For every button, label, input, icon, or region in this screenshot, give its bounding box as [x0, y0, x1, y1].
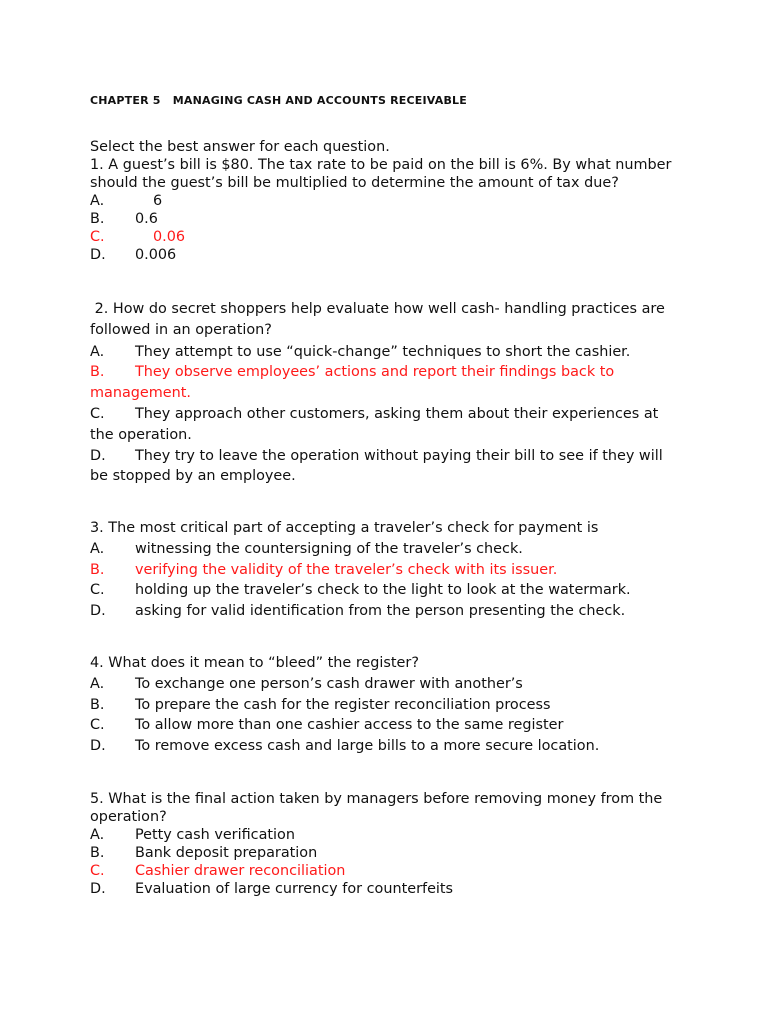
question-2-option-b-correct — [90, 362, 680, 404]
option-letter: C. — [90, 717, 105, 734]
question-1-block — [90, 138, 680, 264]
question-4-option-d — [90, 736, 680, 757]
option-letter: C. — [90, 863, 105, 879]
option-text: Cashier drawer reconciliation — [135, 863, 346, 879]
question-1-option-c-correct — [90, 228, 680, 246]
question-2-text: 2. How do secret shoppers help evaluate how well cash- handling practices are followed in an operation? — [90, 301, 670, 338]
option-text: witnessing the countersigning of the traveler’s check. — [135, 540, 523, 557]
question-2-option-c — [90, 404, 680, 446]
question-1-text: 1. A guest’s bill is $80. The tax rate to be paid on the bill is 6%. By what number should the guest’s bill be multiplied to determine the amount of tax due? — [90, 157, 672, 191]
option-text: 6 — [153, 193, 163, 209]
option-letter: A. — [90, 540, 105, 557]
question-1-option-d — [90, 246, 680, 264]
question-3-text: 3. The most critical part of accepting a traveler’s check for payment is — [90, 520, 599, 536]
option-text: To remove excess cash and large bills to a more secure location. — [135, 738, 600, 755]
question-4-option-b — [90, 695, 680, 716]
option-text: They observe employees’ actions and report their findings back to management. — [90, 364, 615, 402]
option-letter: A. — [90, 193, 105, 209]
option-letter: D. — [90, 447, 106, 464]
option-text: They approach other customers, asking them about their experiences at the operation. — [90, 405, 659, 443]
option-text: They try to leave the operation without paying their bill to see if they will be stopped by an employee. — [90, 447, 663, 485]
option-letter: C. — [90, 582, 105, 599]
question-5-option-a — [90, 826, 680, 844]
option-letter: B. — [90, 845, 105, 861]
option-letter: D. — [90, 247, 106, 263]
option-text: To exchange one person’s cash drawer with another’s — [135, 675, 523, 692]
question-3-block — [90, 518, 680, 622]
question-4-block — [90, 653, 680, 757]
question-2-block — [90, 299, 680, 487]
question-3-option-a — [90, 539, 680, 560]
question-5-option-c-correct — [90, 862, 680, 880]
instructions: Select the best answer for each question. — [90, 139, 390, 155]
question-5-option-b — [90, 844, 680, 862]
question-5-text: 5. What is the final action taken by managers before removing money from the operation? — [90, 791, 663, 825]
option-text: Bank deposit preparation — [135, 845, 318, 861]
question-2-option-a — [90, 342, 680, 363]
option-letter: A. — [90, 827, 105, 843]
option-text: Evaluation of large currency for counterfeits — [135, 881, 454, 897]
question-3-option-c — [90, 580, 680, 601]
option-letter: B. — [90, 696, 105, 713]
question-3-option-d — [90, 601, 680, 622]
option-letter: A. — [90, 343, 105, 360]
option-text: holding up the traveler’s check to the light to look at the watermark. — [135, 582, 631, 599]
option-letter: B. — [90, 211, 105, 227]
question-4-option-a — [90, 674, 680, 695]
question-4-text: 4. What does it mean to “bleed” the register? — [90, 655, 419, 671]
option-letter: D. — [90, 603, 106, 620]
option-text: 0.6 — [135, 211, 158, 227]
option-text: 0.006 — [135, 247, 177, 263]
option-letter: B. — [90, 561, 105, 578]
question-5-option-d — [90, 880, 680, 898]
option-text: 0.06 — [153, 229, 186, 245]
option-letter: D. — [90, 881, 106, 897]
option-letter: C. — [90, 229, 105, 245]
option-text: verifying the validity of the traveler’s check with its issuer. — [135, 561, 558, 578]
option-text: They attempt to use “quick-change” techniques to short the cashier. — [135, 343, 631, 360]
question-5-block — [90, 790, 680, 898]
question-1-option-b — [90, 210, 680, 228]
option-letter: B. — [90, 364, 105, 381]
question-3-option-b-correct — [90, 560, 680, 581]
question-4-option-c — [90, 715, 680, 736]
question-1-option-a — [90, 192, 680, 210]
option-text: Petty cash verification — [135, 827, 295, 843]
option-letter: C. — [90, 405, 105, 422]
option-letter: D. — [90, 738, 106, 755]
option-text: asking for valid identification from the person presenting the check. — [135, 603, 626, 620]
option-text: To allow more than one cashier access to the same register — [135, 717, 564, 734]
question-2-option-d — [90, 446, 680, 488]
option-text: To prepare the cash for the register reconciliation process — [135, 696, 551, 713]
option-letter: A. — [90, 675, 105, 692]
chapter-title: CHAPTER 5 MANAGING CASH AND ACCOUNTS RECEIVABLE — [90, 94, 467, 107]
